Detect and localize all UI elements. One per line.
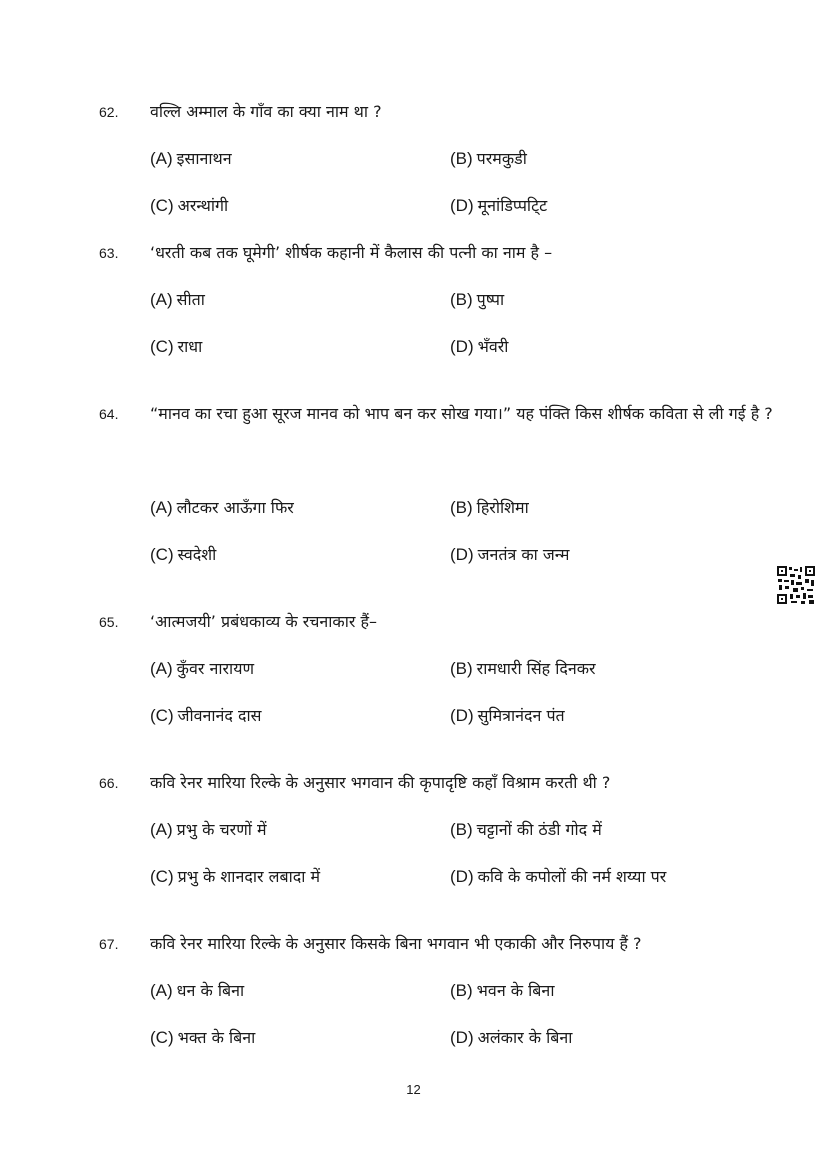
option-b [450,979,554,1001]
question-number: 62. [99,104,119,120]
option-text: भवन के बिना [476,981,555,1000]
option-label: (B) [450,290,473,309]
option-label: (D) [450,706,474,725]
option-text: कवि के कपोलों की नर्म शय्या पर [477,867,667,886]
option-label: (C) [150,337,174,356]
option-text: कुँवर नारायण [176,659,255,678]
option-text: अलंकार के बिना [477,1028,573,1047]
option-text: जनतंत्र का जन्म [477,545,570,564]
option-label: (C) [150,545,174,564]
question-text: कवि रेनर मारिया रिल्के के अनुसार भगवान की कृपादृष्टि कहाँ विश्राम करती थी ? [150,773,611,792]
option-a [150,288,205,310]
option-c [150,704,261,726]
option-text: सुमित्रानंदन पंत [477,706,565,725]
option-label: (A) [150,659,173,678]
option-text: इसानाथन [176,149,232,168]
option-label: (C) [150,196,174,215]
option-b [450,657,596,679]
option-label: (B) [450,981,473,1000]
question-number: 64. [99,406,119,422]
option-text: लौटकर आऊँगा फिर [176,498,294,517]
option-label: (B) [450,659,473,678]
question-number: 65. [99,614,119,630]
option-d [450,335,508,357]
option-text: सीता [176,290,205,309]
option-label: (C) [150,867,174,886]
option-text: रामधारी सिंह दिनकर [476,659,596,678]
option-b [450,288,504,310]
option-a [150,979,244,1001]
option-label: (B) [450,498,473,517]
option-text: भक्त के बिना [177,1028,256,1047]
option-a [150,496,294,518]
option-d [450,1026,572,1048]
option-label: (C) [150,706,174,725]
option-c [150,543,216,565]
option-b [450,496,529,518]
option-label: (A) [150,820,173,839]
option-d [450,194,547,216]
option-text: जीवनानंद दास [177,706,262,725]
option-text: अरन्थांगी [177,196,229,215]
question-text: वल्लि अम्माल के गाँव का क्या नाम था ? [150,102,382,121]
option-label: (B) [450,820,473,839]
question-text: “मानव का रचा हुआ सूरज मानव को भाप बन कर सोख गया।” यह पंक्ति किस शीर्षक कविता से ली गई है ? [150,404,773,423]
option-label: (B) [450,149,473,168]
option-text: चट्टानों की ठंडी गोद में [476,820,602,839]
option-c [150,865,320,887]
qr-code-icon [776,565,816,605]
option-text: प्रभु के चरणों में [176,820,267,839]
option-label: (D) [450,545,474,564]
option-d [450,865,666,887]
option-b [450,818,602,840]
option-a [150,818,267,840]
question-number: 67. [99,936,119,952]
option-label: (D) [450,337,474,356]
option-label: (D) [450,867,474,886]
option-d [450,543,569,565]
option-label: (A) [150,149,173,168]
option-d [450,704,565,726]
question-number: 63. [99,245,119,261]
option-text: हिरोशिमा [476,498,529,517]
option-text: स्वदेशी [177,545,217,564]
option-a [150,147,232,169]
option-label: (A) [150,290,173,309]
option-c [150,335,202,357]
option-text: परमकुडी [476,149,527,168]
option-b [450,147,527,169]
option-text: भँवरी [477,337,509,356]
option-label: (C) [150,1028,174,1047]
option-text: राधा [177,337,203,356]
option-label: (D) [450,196,474,215]
option-text: धन के बिना [176,981,245,1000]
question-text: ‘धरती कब तक घूमेगी’ शीर्षक कहानी में कैलास की पत्नी का नाम है – [150,243,553,262]
option-label: (A) [150,981,173,1000]
option-text: मूनांडिप्पटि्ट [477,196,548,215]
question-text: कवि रेनर मारिया रिल्के के अनुसार किसके बिना भगवान भी एकाकी और निरुपाय हैं ? [150,934,642,953]
option-c [150,194,228,216]
option-a [150,657,254,679]
option-text: प्रभु के शानदार लबादा में [177,867,321,886]
question-number: 66. [99,775,119,791]
option-c [150,1026,255,1048]
option-text: पुष्पा [476,290,505,309]
option-label: (A) [150,498,173,517]
question-text: ‘आत्मजयी’ प्रबंधकाव्य के रचनाकार हैं– [150,612,377,631]
page-number: 12 [406,1082,421,1097]
option-label: (D) [450,1028,474,1047]
